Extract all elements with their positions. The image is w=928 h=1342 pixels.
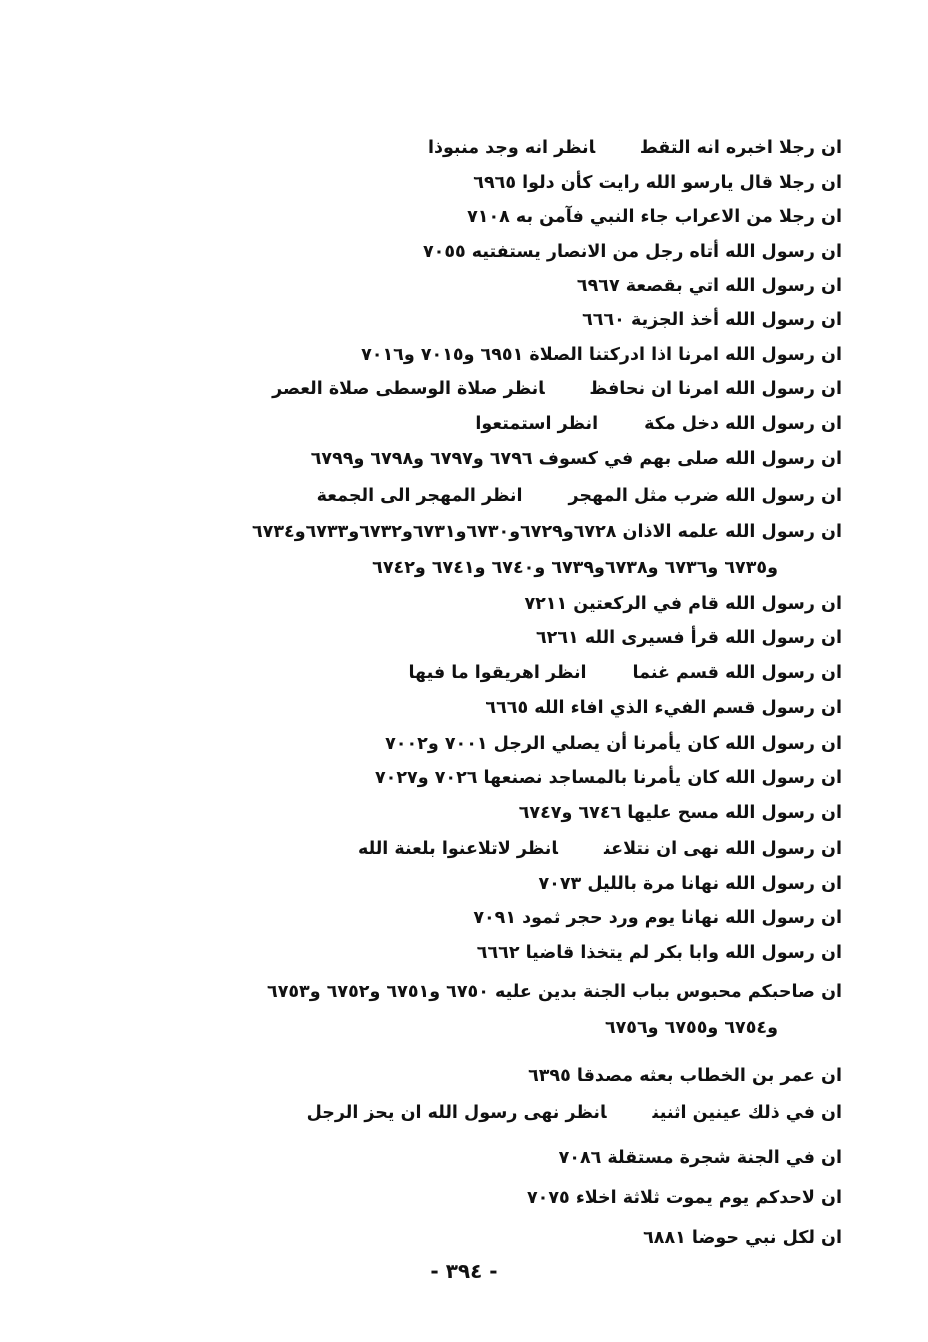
index-entry xyxy=(100,1180,842,1216)
index-entry xyxy=(100,514,842,550)
index-entry xyxy=(100,795,842,831)
entry-text: ان رسول قسم الفيء الذي افاء الله ٦٦٦٥ xyxy=(485,698,842,718)
index-entry-continuation xyxy=(36,1010,778,1046)
entry-cross-reference: انظر استمتعوا xyxy=(475,414,599,434)
index-entry xyxy=(100,268,842,304)
entry-text: ان رسول الله كان يأمرنا أن يصلي الرجل ٧٠٠١ و٧٠٠٢ xyxy=(385,734,842,754)
entry-text: ان في الجنة شجرة مستقلة ٧٠٨٦ xyxy=(558,1148,842,1168)
index-entry xyxy=(100,620,842,656)
entry-text: ان رسول الله امرنا ان نحافظ xyxy=(590,379,842,399)
index-entry xyxy=(100,1220,842,1256)
entry-text: ان رسول الله امرنا اذا ادركتنا الصلاة ٦٩٥١ و٧٠١٥ و٧٠١٦ xyxy=(361,345,842,365)
entry-cross-reference: انظر صلاة الوسطى صلاة العصر xyxy=(272,379,545,399)
index-entry-continuation xyxy=(36,550,778,586)
index-entry xyxy=(100,690,842,726)
index-entry xyxy=(100,1095,842,1131)
index-entry xyxy=(100,302,842,338)
index-entry xyxy=(100,165,842,201)
index-entry xyxy=(100,655,842,691)
index-entry xyxy=(100,974,842,1010)
entry-cross-reference: انظر انه وجد منبوذا xyxy=(427,138,596,158)
entry-text: ان صاحبكم محبوس بباب الجنة بدين عليه ٦٧٥٠ و٦٧٥١ و٦٧٥٢ و٦٧٥٣ xyxy=(267,982,842,1002)
index-entry xyxy=(100,760,842,796)
index-entry xyxy=(100,478,842,514)
entry-text: ان رسول الله نهانا يوم ورد حجر ثمود ٧٠٩١ xyxy=(473,908,842,928)
index-entry xyxy=(100,441,842,477)
index-entry xyxy=(100,726,842,762)
entry-text: ان رسول الله نهى ان نتلاعن xyxy=(603,839,842,859)
entry-cross-reference: انظر لاتلاعنوا بلعنة الله xyxy=(357,839,558,859)
entry-text: و٦٧٥٤ و٦٧٥٥ و٦٧٥٦ xyxy=(604,1018,778,1038)
entry-text: و٦٧٣٥ و٦٧٣٦ و٦٧٣٨و٦٧٣٩ و٦٧٤٠ و٦٧٤١ و٦٧٤٢ xyxy=(372,558,778,578)
entry-text: ان في ذلك عينين اثنين xyxy=(652,1103,842,1123)
entry-cross-reference: انظر المهجر الى الجمعة xyxy=(316,486,523,506)
entry-cross-reference: انظر اهريقوا ما فيها xyxy=(408,663,587,683)
entry-text: ان رسول الله قسم غنما xyxy=(632,663,842,683)
index-entry xyxy=(100,371,842,407)
entry-text: ان رسول الله قام في الركعتين ٧٢١١ xyxy=(524,594,842,614)
entry-text: ان رسول الله نهانا مرة بالليل ٧٠٧٣ xyxy=(538,874,842,894)
entry-text: ان رسول الله صلى بهم في كسوف ٦٧٩٦ و٦٧٩٧ و٦٧٩٨ و٦٧٩٩ xyxy=(310,449,842,469)
entry-text: ان رسول الله وابا بكر لم يتخذا قاضيا ٦٦٦٢ xyxy=(476,943,842,963)
index-entry xyxy=(100,900,842,936)
index-entry xyxy=(100,130,842,166)
index-entry xyxy=(100,866,842,902)
entry-text: ان لكل نبي حوضا ٦٨٨١ xyxy=(643,1228,842,1248)
index-entry xyxy=(100,1058,842,1094)
entry-text: ان رسول الله اتي بقصعة ٦٩٦٧ xyxy=(576,276,842,296)
entry-text: ان عمر بن الخطاب بعثه مصدقا ٦٣٩٥ xyxy=(528,1066,842,1086)
entry-cross-reference: انظر نهى رسول الله ان يحز الرجل xyxy=(306,1103,607,1123)
index-entry xyxy=(100,1140,842,1176)
entry-text: ان رجلا قال يارسو الله رايت كأن دلوا ٦٩٦٥ xyxy=(473,173,842,193)
index-entry xyxy=(100,935,842,971)
entry-text: ان رجلا من الاعراب جاء النبي فآمن به ٧١٠٨ xyxy=(467,207,842,227)
index-entry xyxy=(100,831,842,867)
index-entry xyxy=(100,199,842,235)
entry-text: ان رسول الله علمه الاذان ٦٧٢٨و٦٧٢٩و٦٧٣٠و٦٧٣١و٦٧٣٢و٦٧٣٣و٦٧٣٤ xyxy=(251,522,842,542)
entry-text: ان لاحدكم يوم يموت ثلاثة اخلاء ٧٠٧٥ xyxy=(527,1188,842,1208)
entry-text: ان رجلا اخبره انه التقط xyxy=(641,138,842,158)
index-entry xyxy=(100,234,842,270)
entry-text: ان رسول الله أتاه رجل من الانصار يستفتيه ٧٠٥٥ xyxy=(422,242,842,262)
entry-text: ان رسول الله مسح عليها ٦٧٤٦ و٦٧٤٧ xyxy=(518,803,842,823)
index-entry xyxy=(100,406,842,442)
entry-text: ان رسول الله دخل مكة xyxy=(644,414,842,434)
entry-text: ان رسول الله ضرب مثل المهجر xyxy=(568,486,842,506)
index-entry xyxy=(100,337,842,373)
index-entry xyxy=(100,586,842,622)
entry-text: ان رسول الله قرأ فسيرى الله ٦٢٦١ xyxy=(536,628,842,648)
entry-text: ان رسول الله كان يأمرنا بالمساجد نصنعها ٧٠٢٦ و٧٠٢٧ xyxy=(375,768,842,788)
page-number: - ٣٩٤ - xyxy=(430,1259,498,1283)
entry-text: ان رسول الله أخذ الجزية ٦٦٦٠ xyxy=(582,310,842,330)
